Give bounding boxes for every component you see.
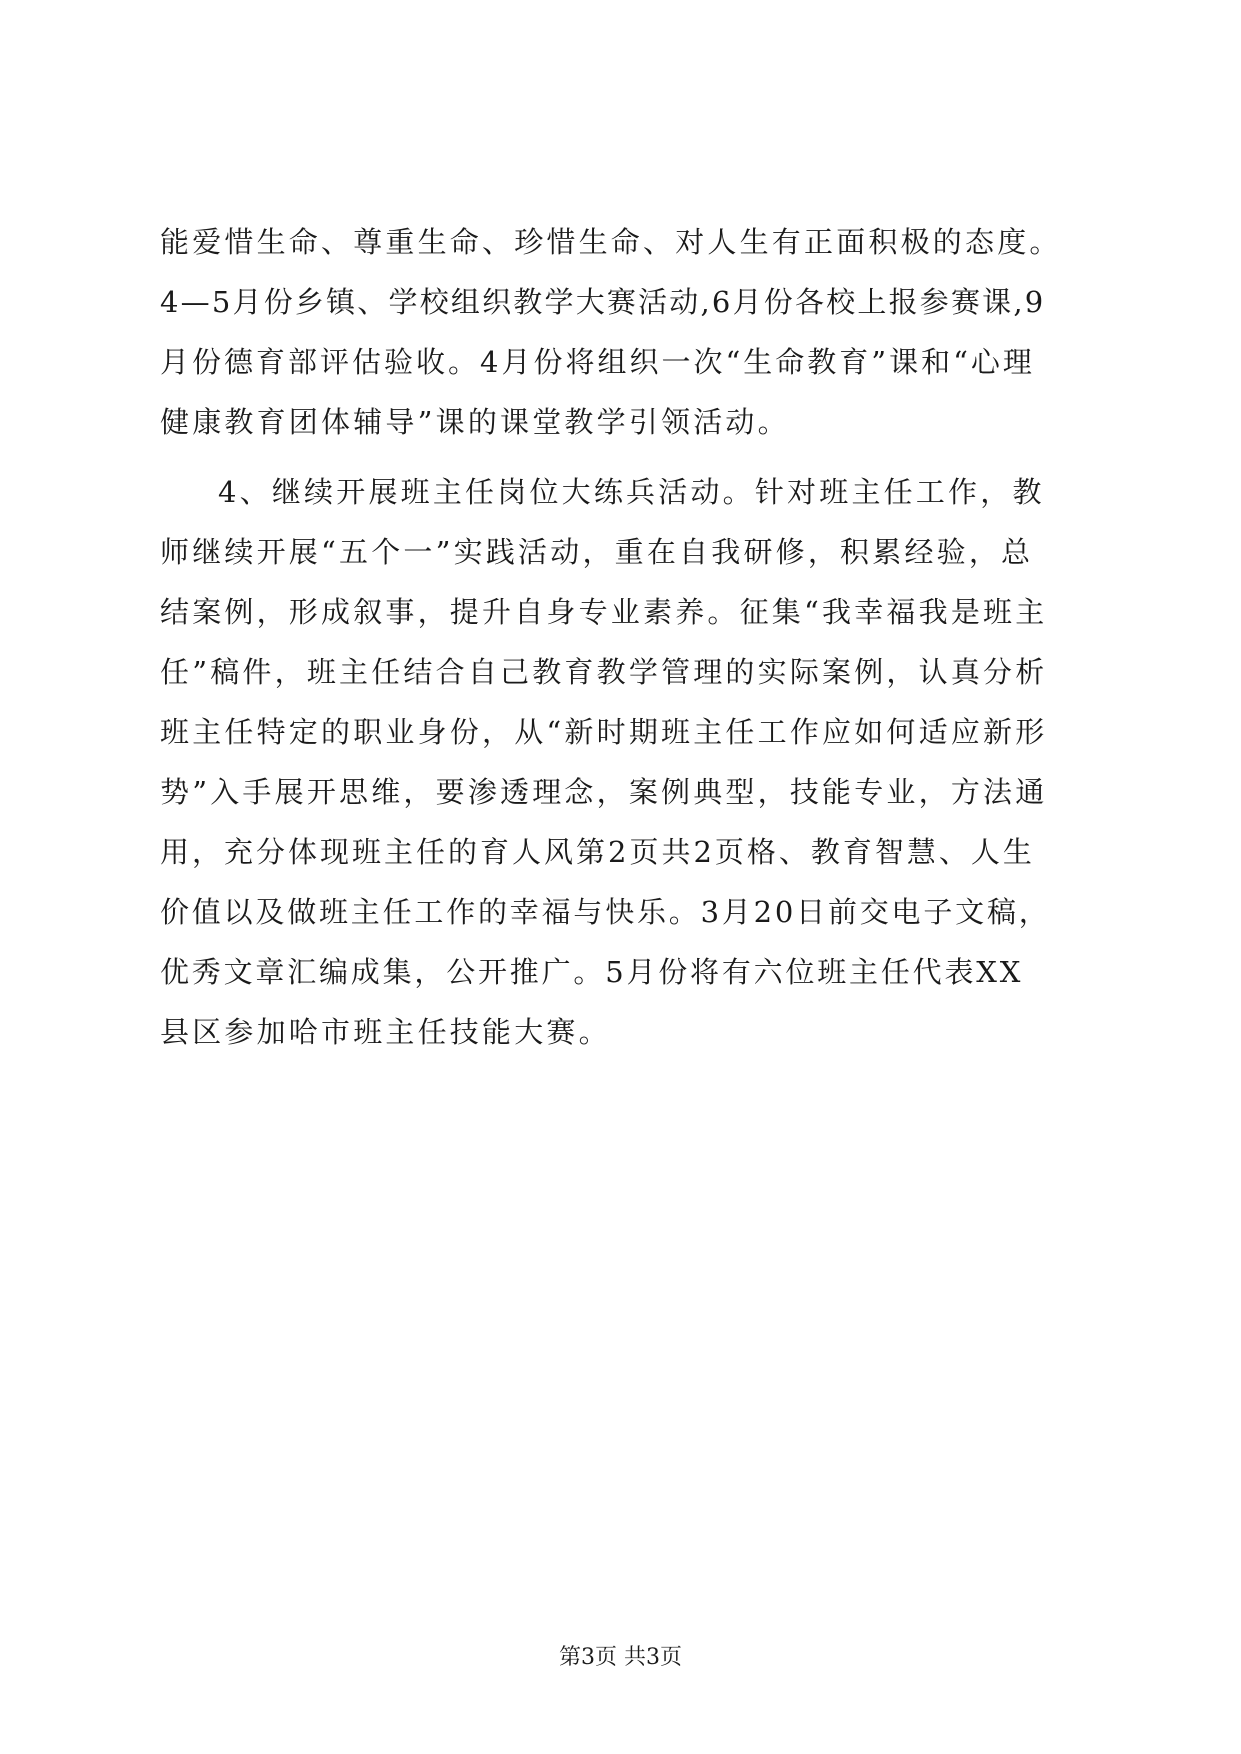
text-line: 优秀文章汇编成集，公开推广。5月份将有六位班主任代表XX bbox=[160, 955, 1024, 989]
text-line: 师继续开展“五个一”实践活动，重在自我研修，积累经验，总 bbox=[160, 535, 1034, 569]
text-line: 任”稿件，班主任结合自己教育教学管理的实际案例，认真分析 bbox=[160, 655, 1048, 689]
text-line: 月份德育部评估验收。4月份将组织一次“生命教育”课和“心理 bbox=[160, 345, 1035, 379]
text-line: 用，充分体现班主任的育人风第2页共2页格、教育智慧、人生 bbox=[160, 835, 1035, 869]
body-text bbox=[160, 212, 1100, 1062]
text-line: 价值以及做班主任工作的幸福与快乐。3月20日前交电子文稿， bbox=[160, 895, 1051, 929]
text-line: 县区参加哈市班主任技能大赛。 bbox=[160, 1015, 611, 1049]
text-line: 班主任特定的职业身份，从“新时期班主任工作应如何适应新形 bbox=[160, 715, 1048, 749]
text-line: 健康教育团体辅导”课的课堂教学引领活动。 bbox=[160, 405, 790, 439]
text-line: 4—5月份乡镇、学校组织教学大赛活动,6月份各校上报参赛课,9 bbox=[160, 285, 1046, 319]
text-line: 势”入手展开思维，要渗透理念，案例典型，技能专业，方法通 bbox=[160, 775, 1048, 809]
page-footer: 第3页 共3页 bbox=[559, 1645, 682, 1670]
text-line: 结案例，形成叙事，提升自身专业素养。征集“我幸福我是班主 bbox=[160, 595, 1048, 629]
text-line: 能爱惜生命、尊重生命、珍惜生命、对人生有正面积极的态度。 bbox=[160, 225, 1062, 259]
text-line: 4、继续开展班主任岗位大练兵活动。针对班主任工作，教 bbox=[218, 475, 1045, 509]
